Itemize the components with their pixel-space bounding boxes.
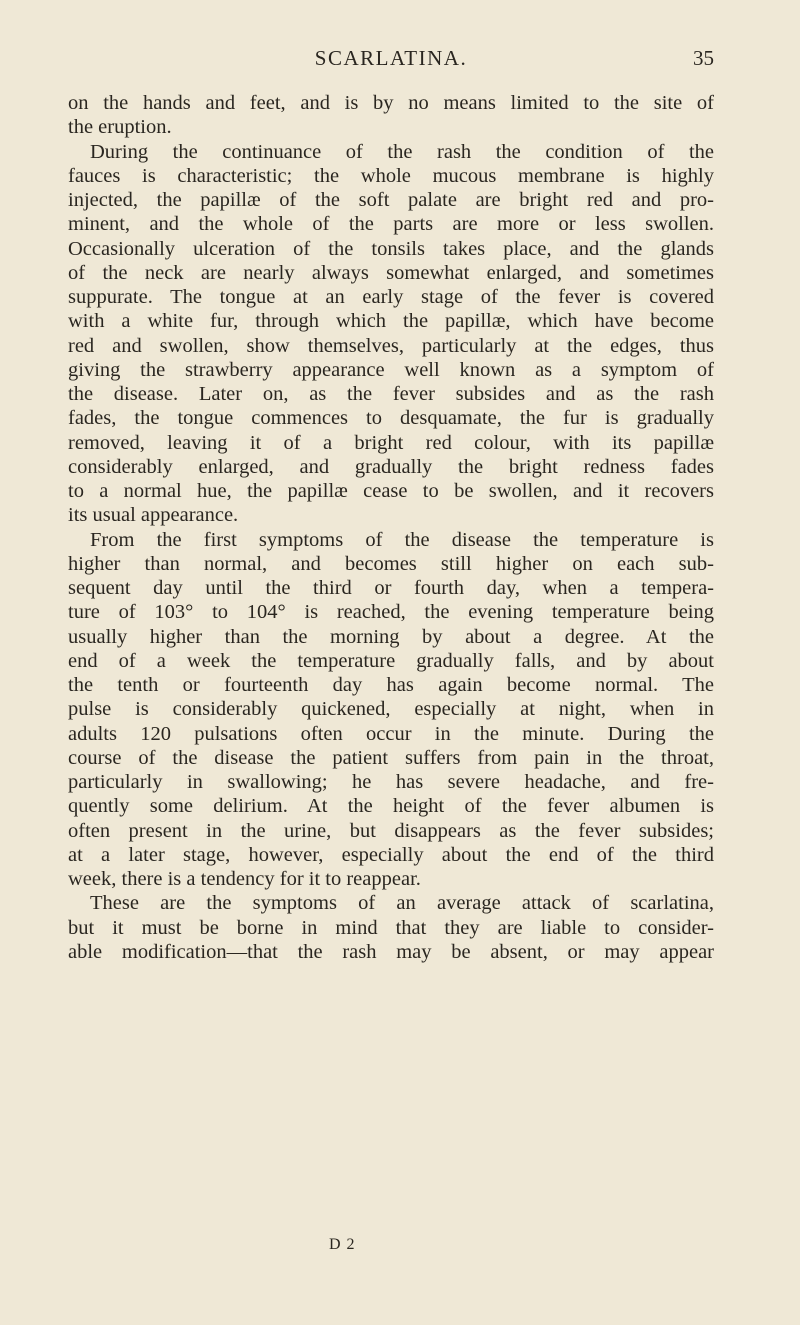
text-line: with a white fur, through which the papillæ, which have become [68, 310, 714, 333]
text-line: particularly in swallowing; he has severe headache, and fre- [68, 771, 714, 793]
text-line: suppurate. The tongue at an early stage of the fever is covered [68, 286, 714, 308]
text-line: course of the disease the patient suffers from pain in the throat, [68, 746, 714, 769]
text-line: During the continuance of the rash the condition of the [90, 140, 714, 163]
text-line: sequent day until the third or fourth day, when a tempera- [68, 577, 714, 599]
running-head: SCARLATINA. [314, 46, 468, 70]
text-line: These are the symptoms of an average attack of scarlatina, [90, 892, 714, 915]
text-line: considerably enlarged, and gradually the bright redness fades [68, 455, 714, 478]
text-line: minent, and the whole of the parts are more or less swollen. [68, 213, 714, 236]
text-line: giving the strawberry appearance well known as a symptom of [68, 358, 714, 381]
text-line: at a later stage, however, especially about the end of the third [68, 843, 714, 866]
text-line: end of a week the temperature gradually falls, and by about [68, 649, 714, 672]
text-line: its usual appearance. [68, 504, 239, 527]
text-line: From the first symptoms of the disease the temperature is [90, 528, 714, 551]
text-line: higher than normal, and becomes still higher on each sub- [68, 552, 714, 575]
text-line: the tenth or fourteenth day has again become normal. The [68, 674, 714, 696]
text-line: the eruption. [68, 116, 172, 139]
text-line: quently some delirium. At the height of the fever albumen is [68, 795, 714, 818]
text-line: ture of 103° to 104° is reached, the evening temperature being [68, 601, 714, 624]
text-line: fades, the tongue commences to desquamate, the fur is gradually [68, 407, 714, 430]
text-line: the disease. Later on, as the fever subsides and as the rash [68, 383, 714, 405]
page-number: 35 [693, 46, 714, 70]
text-line: adults 120 pulsations often occur in the minute. During the [68, 722, 714, 745]
body-text [68, 91, 714, 964]
text-line: of the neck are nearly always somewhat enlarged, and sometimes [68, 261, 714, 284]
text-line: removed, leaving it of a bright red colour, with its papillæ [68, 431, 714, 454]
text-line: on the hands and feet, and is by no means limited to the site of [68, 92, 714, 114]
text-line: fauces is characteristic; the whole mucous membrane is highly [68, 164, 714, 187]
signature-mark: D 2 [329, 1236, 356, 1253]
text-line: able modification—that the rash may be absent, or may appear [68, 940, 714, 963]
text-line: to a normal hue, the papillæ cease to be swollen, and it recovers [68, 480, 714, 502]
text-line: often present in the urine, but disappears as the fever subsides; [68, 819, 714, 842]
text-line: pulse is considerably quickened, especially at night, when in [68, 698, 714, 721]
text-line: usually higher than the morning by about a degree. At the [68, 625, 714, 648]
text-line: red and swollen, show themselves, particularly at the edges, thus [68, 334, 714, 357]
text-line: but it must be borne in mind that they are liable to consider- [68, 916, 714, 939]
text-line: Occasionally ulceration of the tonsils takes place, and the glands [68, 237, 714, 260]
page-header [68, 44, 714, 74]
text-line: week, there is a tendency for it to reappear. [68, 868, 421, 890]
text-line: injected, the papillæ of the soft palate are bright red and pro- [68, 189, 714, 211]
